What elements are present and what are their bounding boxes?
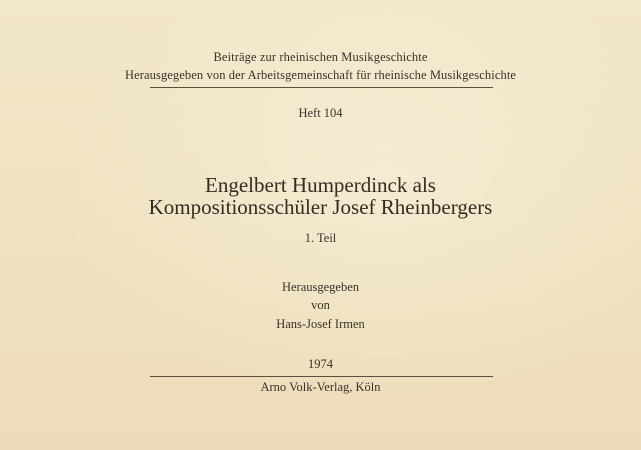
bottom-divider bbox=[150, 376, 493, 377]
series-title: Beiträge zur rheinischen Musikgeschichte bbox=[213, 50, 428, 64]
book-title-line-2: Kompositionsschüler Josef Rheinbergers bbox=[148, 195, 493, 219]
top-divider bbox=[150, 87, 493, 88]
part-number: 1. Teil bbox=[304, 231, 337, 245]
issue-number: Heft 104 bbox=[298, 106, 343, 120]
editor-name: Hans-Josef Irmen bbox=[276, 317, 365, 331]
editor-by: von bbox=[311, 298, 330, 312]
publisher: Arno Volk-Verlag, Köln bbox=[260, 380, 381, 394]
publication-year: 1974 bbox=[308, 357, 333, 371]
series-editor-line: Herausgegeben von der Arbeitsgemeinschaft für rheinische Musikgeschichte bbox=[124, 68, 517, 82]
editor-label: Herausgegeben bbox=[281, 280, 360, 294]
book-title-line-1: Engelbert Humperdinck als bbox=[205, 173, 436, 197]
